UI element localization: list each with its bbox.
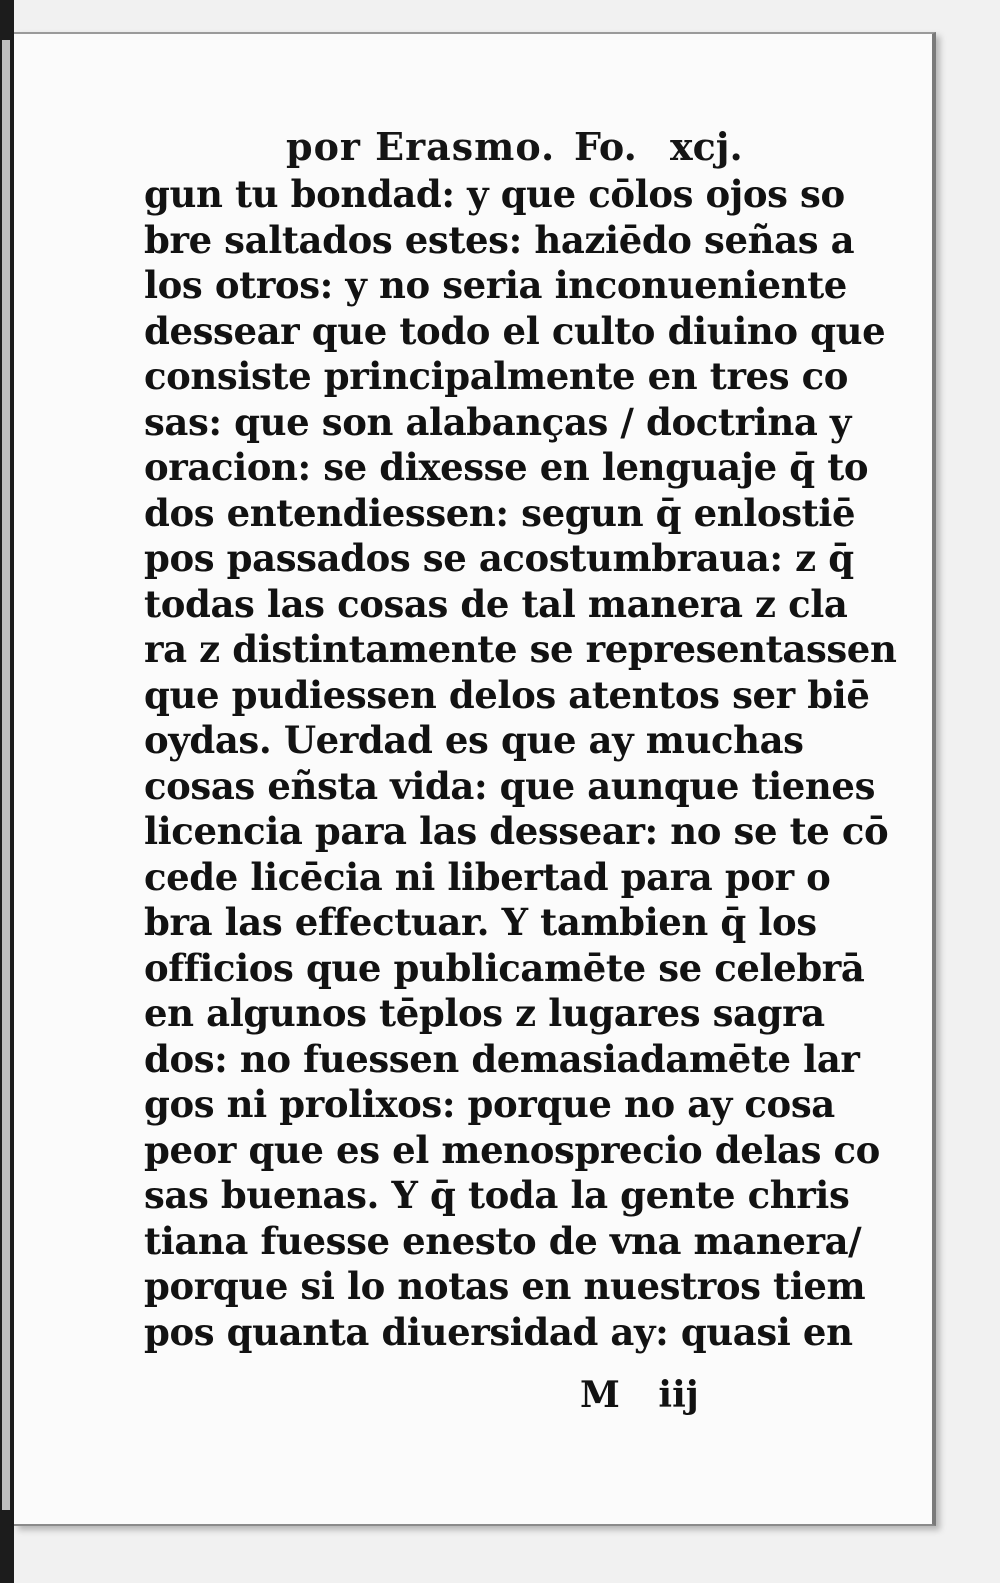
text-line: oracion: se dixesse en lenguaje q̄ to xyxy=(144,445,869,489)
text-line: dos entendiessen: segun q̄ enlostiē xyxy=(144,490,856,535)
text-line: dessear que todo el culto diuino que xyxy=(144,308,886,353)
body-text xyxy=(144,172,897,1355)
signature-letter: M xyxy=(580,1374,620,1416)
text-line: sas: que son alabanças / doctrina y xyxy=(144,399,851,444)
text-line: bre saltados estes: haziēdo señas a xyxy=(144,217,855,262)
running-title: por Erasmo. xyxy=(286,124,556,169)
text-line: ra z distintamente se representassen xyxy=(144,627,897,671)
text-line: sas buenas. Y q̄ toda la gente chris xyxy=(144,1173,850,1217)
signature-number: iij xyxy=(658,1374,699,1416)
scan-background-edge xyxy=(0,0,14,1583)
text-line: gos ni prolixos: porque no ay cosa xyxy=(144,1082,835,1126)
text-line: pos passados se acostumbraua: z q̄ xyxy=(144,536,854,580)
scan-edge-gap xyxy=(2,40,10,1510)
text-line: cosas eñsta vida: que aunque tienes xyxy=(144,763,876,808)
signature-mark xyxy=(580,1374,699,1416)
text-line: que pudiessen delos atentos ser biē xyxy=(144,672,870,717)
text-line: bra las effectuar. Y tambien q̄ los xyxy=(144,900,817,944)
text-line: tiana fuesse enesto de vna manera/ xyxy=(144,1218,862,1263)
folio-label: Fo. xyxy=(574,124,637,169)
text-line: dos: no fuessen demasiadamēte lar xyxy=(144,1036,860,1081)
text-line: consiste principalmente en tres co xyxy=(144,354,849,398)
text-line: los otros: y no seria inconueniente xyxy=(144,263,847,307)
text-line: oydas. Uerdad es que ay muchas xyxy=(144,718,804,762)
text-line: gun tu bondad: y que cōlos ojos so xyxy=(144,172,845,216)
folio-number: xcj. xyxy=(670,124,743,169)
text-line: porque si lo notas en nuestros tiem xyxy=(144,1264,866,1308)
book-page xyxy=(14,32,936,1526)
text-line: officios que publicamēte se celebrā xyxy=(144,945,865,990)
text-line: peor que es el menosprecio delas co xyxy=(144,1127,880,1172)
text-line: todas las cosas de tal manera z cla xyxy=(144,581,848,626)
text-line: en algunos tēplos z lugares sagra xyxy=(144,991,825,1035)
text-line: licencia para las dessear: no se te cō xyxy=(144,809,889,853)
page-header xyxy=(14,124,932,174)
text-line: cede licēcia ni libertad para por o xyxy=(144,854,831,899)
text-line: pos quanta diuersidad ay: quasi en xyxy=(144,1309,853,1354)
